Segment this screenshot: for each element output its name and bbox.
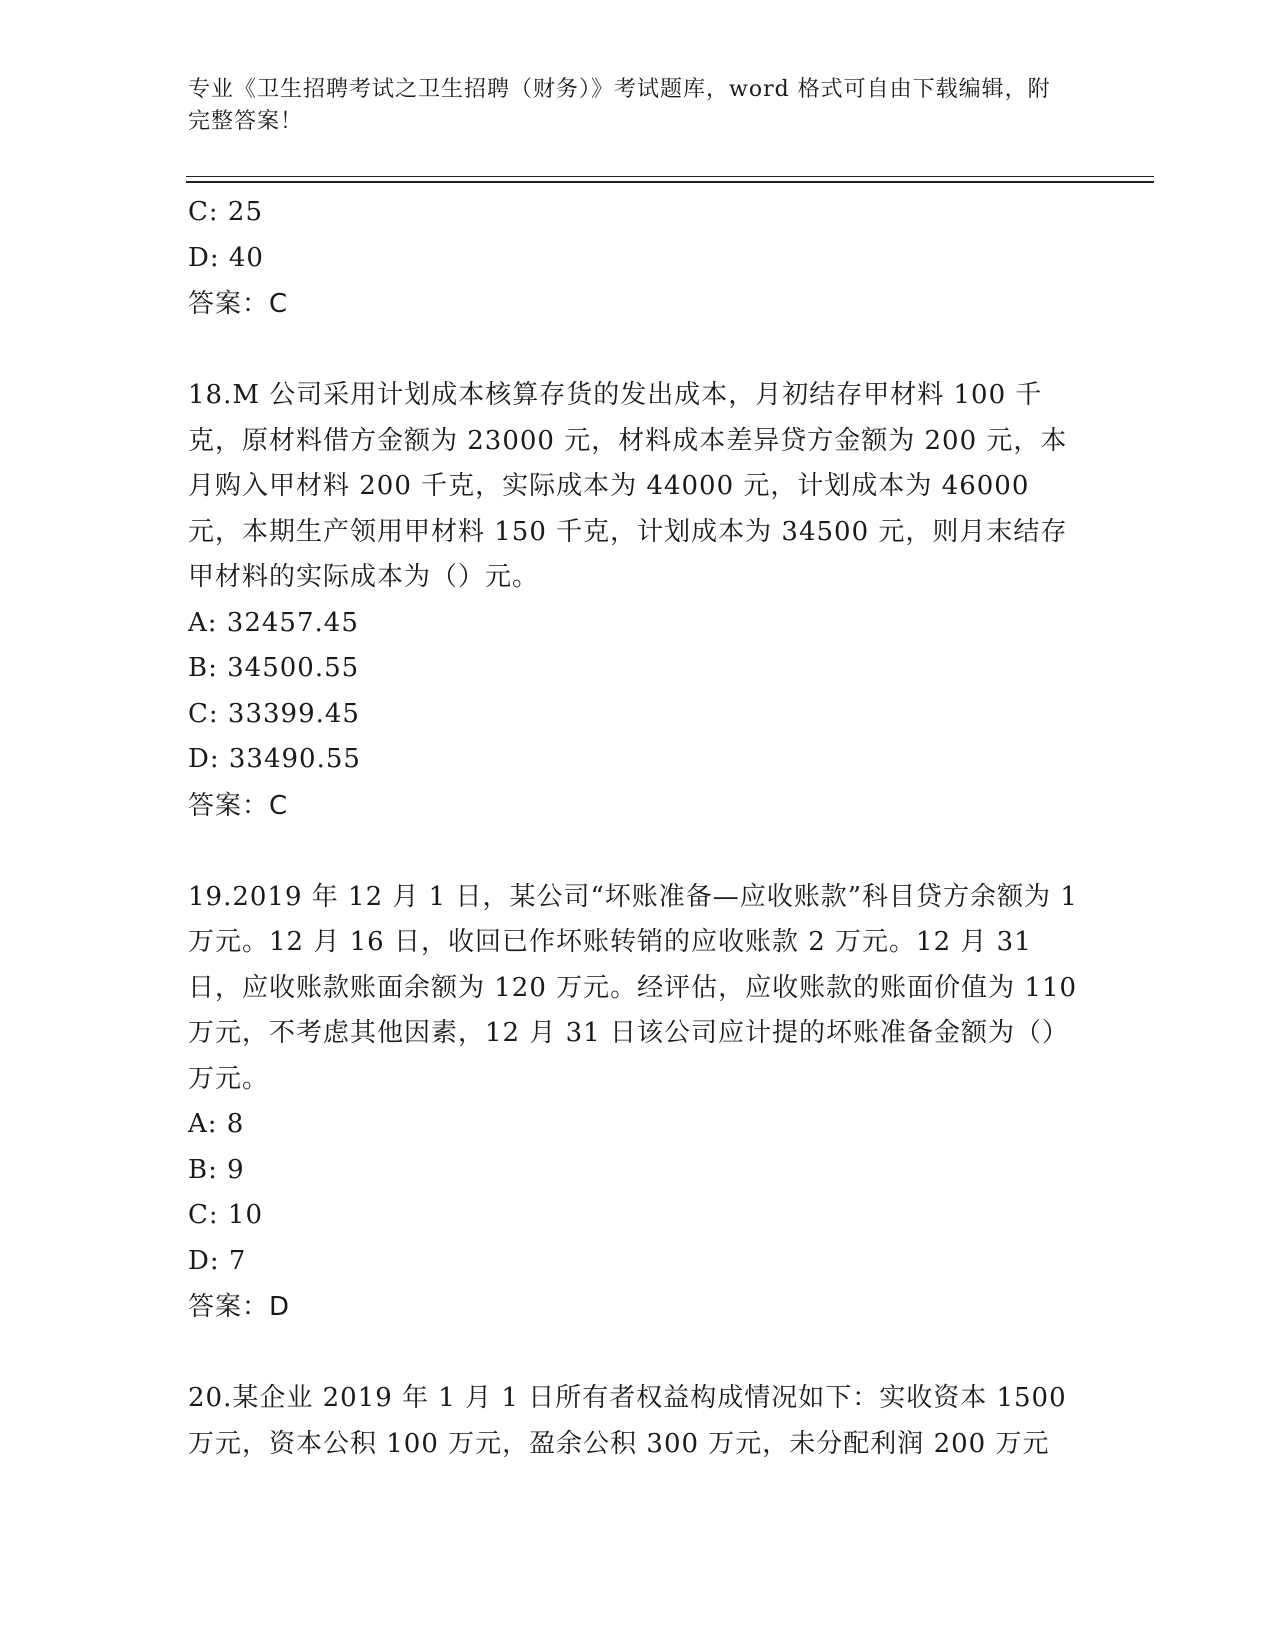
option-c: C: 25	[188, 197, 264, 227]
question-20	[188, 1376, 1088, 1467]
option-b: B: 9	[188, 1154, 245, 1185]
header-rule-thin	[186, 176, 1154, 177]
option-a: A: 32457.45	[188, 607, 359, 638]
option-c: C: 33399.45	[188, 698, 360, 729]
question-text: 20.某企业 2019 年 1 月 1 日所有者权益构成情况如下：实收资本 1500 万元，资本公积 100 万元，盈余公积 300 万元，未分配利润 200 万元	[188, 1383, 1067, 1459]
document-body	[188, 190, 1088, 1467]
answer-line: 答案：C	[188, 790, 289, 821]
option-d: D: 7	[188, 1245, 247, 1276]
question-text: 18.M 公司采用计划成本核算存货的发出成本，月初结存甲材料 100 千克，原材料借方金额为 23000 元，材料成本差异贷方金额为 200 元，本月购入甲材料 200 千克，实际成本为 44000 元，计划成本为 46000 元，本期生产领用甲材料 150 千克，计划成本为 34500 元，则月末结存甲材料的实际成本为（）元。	[188, 380, 1068, 592]
option-a: A: 8	[188, 1109, 245, 1139]
option-d: D: 40	[188, 242, 264, 273]
question-19	[188, 875, 1088, 1331]
answer-line: 答案：C	[188, 289, 289, 319]
header-rule-thick	[186, 181, 1154, 183]
question-18	[188, 373, 1088, 829]
option-b: B: 34500.55	[188, 653, 360, 683]
question-text: 19.2019 年 12 月 1 日，某公司“坏账准备—应收账款”科目贷方余额为 1 万元。12 月 16 日，收回已作坏账转销的应收账款 2 万元。12 月 31 日，应收账款账面余额为 120 万元。经评估，应收账款的账面价值为 110 万元，不考虑其他因素，12 月 31 日该公司应计提的坏账准备金额为（）万元。	[188, 881, 1078, 1094]
answer-line: 答案：D	[188, 1292, 291, 1322]
option-c: C: 10	[188, 1200, 264, 1230]
option-d: D: 33490.55	[188, 744, 361, 774]
question-17-tail	[188, 190, 1088, 327]
document-header: 专业《卫生招聘考试之卫生招聘（财务）》考试题库，word 格式可自由下载编辑，附完整答案！	[188, 77, 1051, 134]
